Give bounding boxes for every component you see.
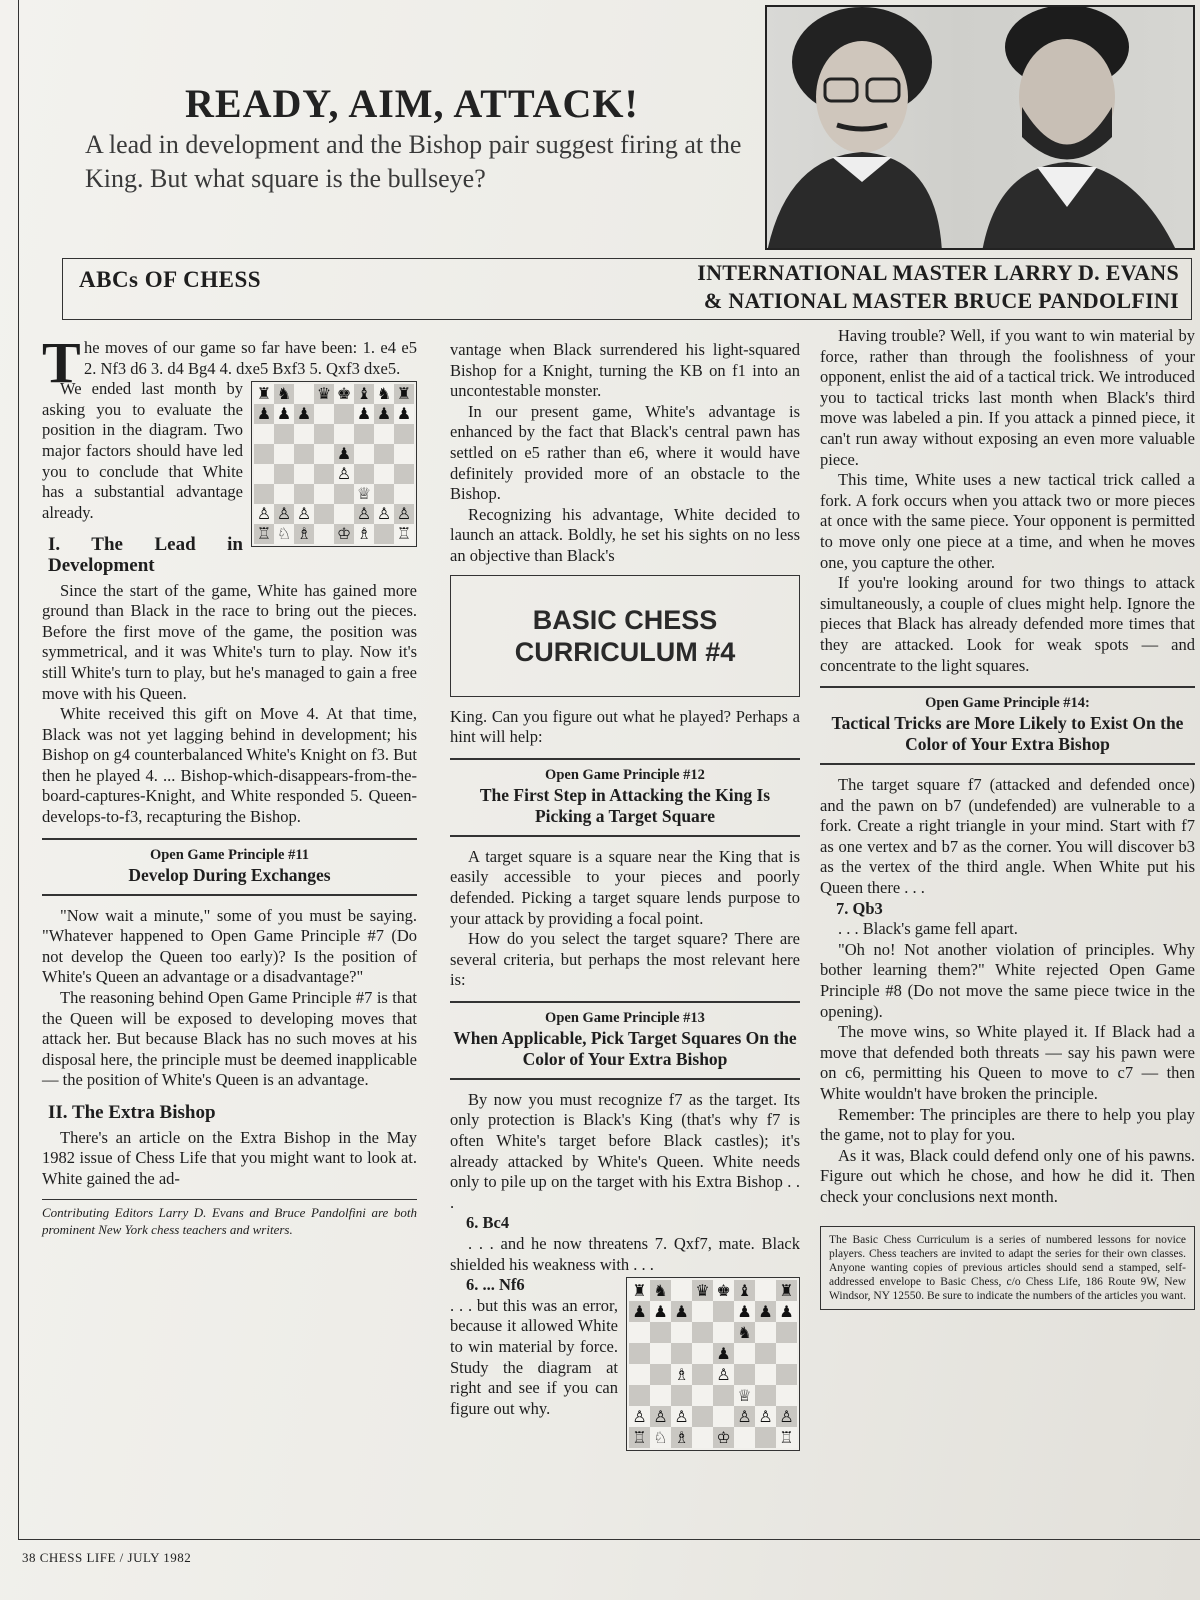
board-square [776,1364,797,1385]
paragraph: Since the start of the game, White has gained more ground than Black in the race to bring out the pieces. Before the first move of the game, the position was symmetrical, and it was White's turn to play. Now it's still White's turn to play, but he's managed to gain a free move with his Queen. [42,580,417,703]
chess-diagram-1 [251,381,417,547]
board-square [314,484,334,504]
board-square [334,404,354,424]
board-square [692,1322,713,1343]
board-square: ♙ [713,1364,734,1385]
paragraph: King. Can you figure out what he played? Perhaps a hint will help: [450,706,800,747]
board-square [294,424,314,444]
board-square [650,1364,671,1385]
board-square [314,464,334,484]
board-square [254,464,274,484]
board-square [294,444,314,464]
headline: READY, AIM, ATTACK! [185,81,639,126]
paragraph: A target square is a square near the King that is easily accessible to your pieces and poorly defended. Picking a target square lends purpose to your attack by providing a focal point. [450,846,800,928]
move-notation: 6. ... Nf6 [466,1275,525,1295]
board-square [294,384,314,404]
board-square: ♕ [734,1385,755,1406]
board-square [755,1280,776,1301]
paragraph: . . . and he now threatens 7. Qxf7, mate. Black shielded his weakness with . . . [450,1234,800,1274]
principle-box [42,838,417,896]
principle-box [820,686,1195,765]
board-square [394,464,414,484]
section-title: ABCs OF CHESS [79,267,262,292]
paragraph: "Oh no! Not another violation of principles. Why bother learning them?" White rejected Open Game Principle #8 (Do not move the same piece twice in the opening). [820,939,1195,1021]
principle-title: When Applicable, Pick Target Squares On the Color of Your Extra Bishop [453,1027,797,1069]
section-heading: I. The Lead in Development [48,534,243,576]
board-square: ♙ [334,464,354,484]
board-square: ♙ [755,1406,776,1427]
board-square: ♟ [274,404,294,424]
board-square: ♟ [650,1301,671,1322]
paragraph: This time, White uses a new tactical trick called a fork. A fork occurs when you attack two or more pieces at once with the same piece. Your opponent is permitted to move only one piece at a time, and when he moves one, you capture the other. [820,470,1195,572]
board-square: ♙ [374,504,394,524]
board-square: ♟ [755,1301,776,1322]
paragraph: Having trouble? Well, if you want to win material by force, rather than through the foolishness of your opponent, enlist the aid of a tactical trick. We introduced you to tactical tricks last month when Black's third move was labeled a pin. If you attack a pinned piece, it can't run away without exposing an even more valuable piece. [820,326,1195,469]
board-square: ♟ [254,404,274,424]
paragraph: The target square f7 (attacked and defended once) and the pawn on b7 (undefended) are vulnerable to a fork. Create a right triangle in your mind. Start with f7 as one vertex and b7 as the corner. You will discover b3 as the vertex of the third angle. When White put his Queen there . . . [820,775,1195,898]
column-1 [42,330,417,1238]
board-square [334,504,354,524]
board-square: ♟ [374,404,394,424]
board-square: ♙ [254,504,274,524]
author-photo [765,5,1195,250]
board-square [755,1364,776,1385]
drop-cap: T [42,330,81,395]
board-square [314,504,334,524]
board-square: ♖ [776,1427,797,1448]
board-square: ♟ [713,1343,734,1364]
board-square: ♟ [671,1301,692,1322]
paragraph: There's an article on the Extra Bishop in the May 1982 issue of Chess Life that you might want to look at. White gained the ad- [42,1127,417,1188]
principle-number: Open Game Principle #12 [545,766,705,783]
board-square: ♘ [650,1427,671,1448]
board-square: ♟ [334,444,354,464]
page-footer: 38 CHESS LIFE / JULY 1982 [22,1550,192,1565]
board-square: ♚ [713,1280,734,1301]
chess-diagram-2 [626,1277,800,1451]
board-square: ♔ [334,524,354,544]
paragraph: If you're looking around for two things to attack simultaneously, a couple of clues might help. Ignore the pieces that Black has already defended more times that they are attacked. Look for weak spots — and concentrate to the light squares. [820,573,1195,675]
paragraph: "Now wait a minute," some of you must be saying. "Whatever happened to Open Game Principle #7 (Do not develop the Queen too early)? Is the position of White's Queen an advantage or a disadvantage?" [42,905,417,987]
board-square: ♞ [734,1322,755,1343]
board-square: ♙ [294,504,314,524]
board-square [274,464,294,484]
board-square [629,1385,650,1406]
curriculum-box [450,575,800,697]
board-square [374,424,394,444]
board-square [755,1343,776,1364]
board-square: ♜ [776,1280,797,1301]
board-square [394,424,414,444]
board-square: ♜ [629,1280,650,1301]
board-square [394,484,414,504]
principle-number: Open Game Principle #14: [925,695,1090,712]
board-square: ♗ [671,1364,692,1385]
board-square [713,1406,734,1427]
board-square [671,1280,692,1301]
board-square [776,1322,797,1343]
paragraph: . . . but this was an error, because it allowed White to win material by force. Study the diagram at right and see if you can figure out why. [450,1295,618,1418]
column-3 [820,326,1195,1310]
board-square [354,464,374,484]
board-square [713,1385,734,1406]
paragraph: We ended last month by asking you to evaluate the position in the diagram. Two major factors should have led you to conclude that White has a substantial advantage already. [42,379,243,522]
board-square: ♛ [692,1280,713,1301]
section-heading: II. The Extra Bishop [48,1102,216,1123]
paragraph: Recognizing his advantage, White decided to launch an attack. Boldly, he set his sights on no less an objective than Black's [450,504,800,565]
paragraph: The move wins, so White played it. If Black had a move that defended both threats — say his pawn were on c6, permitting his Queen to move to c7 — then White wouldn't have broken the principle. [820,1022,1195,1103]
board-square: ♟ [734,1301,755,1322]
board-square [650,1322,671,1343]
board-square [755,1322,776,1343]
board-square: ♖ [394,524,414,544]
board-square [734,1427,755,1448]
byline-line-1: INTERNATIONAL MASTER LARRY D. EVANS [697,260,1179,285]
paragraph: vantage when Black surrendered his light-squared Bishop for a Knight, turning the KB on f1 into an uncontestable monster. [450,340,800,401]
board-square [394,444,414,464]
board-square [776,1385,797,1406]
board-square: ♟ [776,1301,797,1322]
board-square [671,1322,692,1343]
board-square: ♙ [394,504,414,524]
board-square [650,1385,671,1406]
board-square [334,424,354,444]
principle-title: Tactical Tricks are More Likely to Exist On the Color of Your Extra Bishop [831,713,1184,755]
principle-title: Develop During Exchanges [128,864,331,885]
board-square: ♟ [354,404,374,424]
board-square: ♟ [629,1301,650,1322]
board-square [374,444,394,464]
board-square [374,464,394,484]
board-square: ♖ [254,524,274,544]
section-banner [62,258,1192,320]
principle-title: The First Step in Attacking the King Is Picking a Target Square [479,784,771,826]
curriculum-title-2: CURRICULUM #4 [514,636,736,667]
board-square: ♙ [629,1406,650,1427]
board-square: ♝ [734,1280,755,1301]
board-square [692,1427,713,1448]
board-square [354,424,374,444]
principle-box [450,1001,800,1080]
board-square [314,444,334,464]
board-square [755,1427,776,1448]
board-square [734,1364,755,1385]
intro-paragraph: he moves of our game so far have been: 1. e4 e5 2. Nf3 d6 3. d4 Bg4 4. dxe5 Bxf3 5. Qxf3 dxe5. [84,338,417,378]
board-square [671,1385,692,1406]
board-square [274,484,294,504]
board-square: ♔ [713,1427,734,1448]
board-square [294,484,314,504]
board-square: ♜ [254,384,274,404]
paragraph: White received this gift on Move 4. At that time, Black was not yet lagging behind in development; his Bishop on g4 counterbalanced White's Knight on f3. But then he played 4. ... Bishop-which-disappears-from-the-board-captures-Knight, and White responded 5. Queen-develops-to-f3, recapturing the Bishop. [42,704,417,827]
board-square: ♙ [274,504,294,524]
board-square [755,1385,776,1406]
board-square: ♕ [354,484,374,504]
paragraph: The reasoning behind Open Game Principle #7 is that the Queen will be exposed to developing moves that attack her. But because Black has no such moves at his disposal here, the principle must be deemed inapplicable — the position of White's Queen is an advantage. [42,988,417,1090]
principle-box [450,758,800,837]
paragraph: As it was, Black could defend only one of his pawns. Figure out which he chose, and how he did it. Then check your conclusions next month. [820,1145,1195,1206]
board-square [692,1343,713,1364]
board-square: ♛ [314,384,334,404]
board-square [314,524,334,544]
principle-number: Open Game Principle #13 [545,1009,705,1026]
board-square [314,424,334,444]
paragraph: In our present game, White's advantage is enhanced by the fact that Black's central pawn has settled on e5 rather than e6, where it would have definitely provided more of an obstacle to the Bishop. [450,401,800,504]
board-square [254,444,274,464]
board-square: ♟ [294,404,314,424]
board-square [274,424,294,444]
board-square [314,404,334,424]
board-square: ♞ [374,384,394,404]
board-square [713,1301,734,1322]
board-square [629,1343,650,1364]
board-square [254,424,274,444]
board-square: ♞ [274,384,294,404]
deck: A lead in development and the Bishop pair suggest firing at the King. But what square is the bullseye? [85,130,742,193]
board-square [650,1343,671,1364]
board-square: ♞ [650,1280,671,1301]
board-square: ♙ [734,1406,755,1427]
board-square: ♙ [776,1406,797,1427]
board-square: ♙ [650,1406,671,1427]
byline [697,259,1179,315]
board-square [629,1364,650,1385]
column-2 [450,340,800,1455]
curriculum-note: The Basic Chess Curriculum is a series of numbered lessons for novice players. Chess teachers are invited to adapt the series for their own classes. Anyone wanting copies of previous articles should send a stamped, self-addressed envelope to Basic Chess, c/o Chess Life, 186 Route 9W, New Windsor, NY 12550. Be sure to indicate the numbers of the articles you want. [820,1226,1195,1310]
board-square [713,1322,734,1343]
byline-line-2: & NATIONAL MASTER BRUCE PANDOLFINI [703,288,1179,313]
board-square [354,444,374,464]
board-square: ♗ [354,524,374,544]
board-square [334,484,354,504]
board-square [692,1301,713,1322]
paragraph: By now you must recognize f7 as the target. Its only protection is Black's King (that's why f7 is often White's target before Black castles); it's already attacked by White's Queen. White needs only to pile up on the target with his Extra Bishop . . . [450,1089,800,1212]
paragraph: Remember: The principles are there to help you play the game, not to play for you. [820,1104,1195,1145]
board-square: ♜ [394,384,414,404]
board-square: ♗ [671,1427,692,1448]
board-square: ♖ [629,1427,650,1448]
curriculum-title-1: BASIC CHESS [532,604,718,635]
board-square: ♚ [334,384,354,404]
paragraph: How do you select the target square? There are several criteria, but perhaps the most relevant here is: [450,929,800,990]
board-square [374,524,394,544]
board-square [692,1364,713,1385]
paragraph: . . . Black's game fell apart. [838,919,1018,939]
board-square [692,1385,713,1406]
board-square [671,1343,692,1364]
board-square: ♗ [294,524,314,544]
board-square [274,444,294,464]
board-square: ♙ [671,1406,692,1427]
board-square [294,464,314,484]
board-square [254,484,274,504]
principle-number: Open Game Principle #11 [149,846,310,863]
board-square: ♝ [354,384,374,404]
move-notation: 7. Qb3 [836,898,883,918]
board-square [374,484,394,504]
board-square [629,1322,650,1343]
contributor-credit: Contributing Editors Larry D. Evans and Bruce Pandolfini are both prominent New York chess teachers and writers. [42,1199,417,1238]
board-square: ♙ [354,504,374,524]
board-square: ♟ [394,404,414,424]
board-square [776,1343,797,1364]
board-square [692,1406,713,1427]
board-square: ♘ [274,524,294,544]
move-notation: 6. Bc4 [466,1213,510,1233]
board-square [734,1343,755,1364]
